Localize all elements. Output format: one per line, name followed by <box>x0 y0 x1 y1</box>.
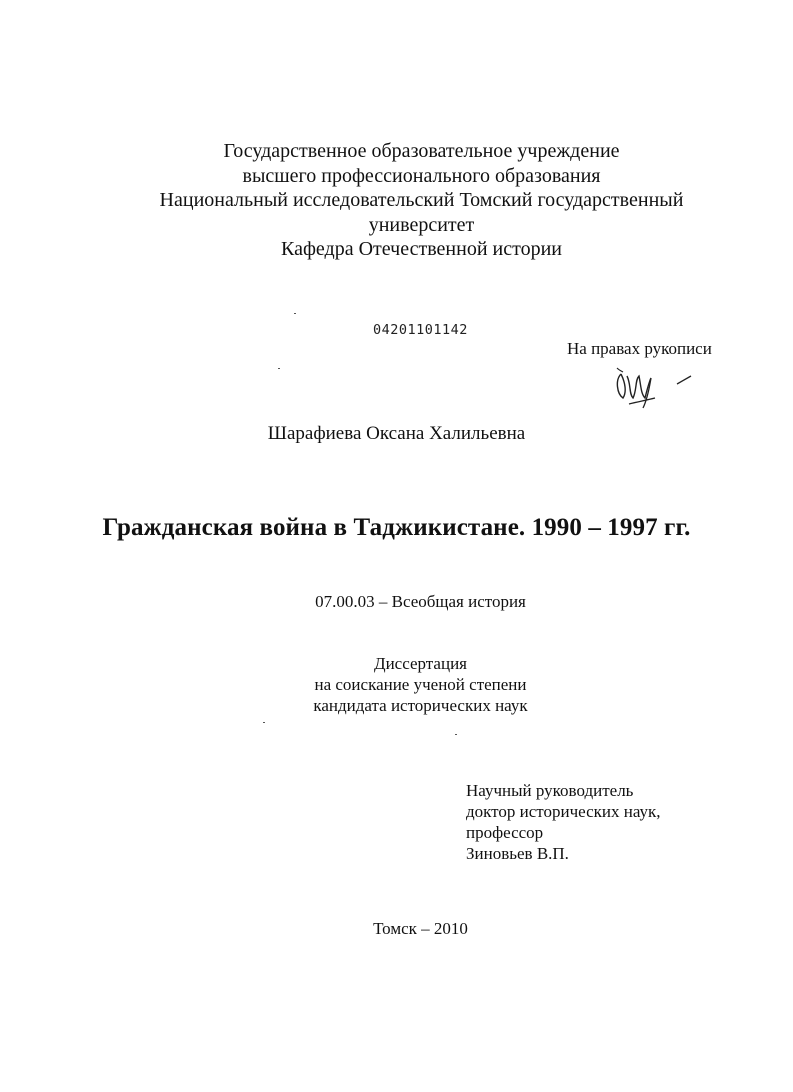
specialty-code: 07.00.03 – Всеобщая история <box>315 592 526 611</box>
scan-speck <box>455 734 457 735</box>
degree-line: Диссертация <box>373 654 467 673</box>
dissertation-title: Гражданская война в Таджикистане. 1990 – 1997 гг. <box>102 514 691 541</box>
department-line: Кафедра Отечественной истории <box>281 238 562 260</box>
supervisor-line: Научный руководитель <box>466 781 634 800</box>
supervisor-line: профессор <box>466 823 544 842</box>
scan-speck <box>263 722 265 723</box>
scan-speck <box>294 313 296 314</box>
handwritten-signature <box>607 364 697 416</box>
institution-line: Национальный исследовательский Томский государственный <box>159 189 684 211</box>
supervisor-name: Зиновьев В.П. <box>466 844 569 863</box>
registration-number: 04201101142 <box>373 322 468 338</box>
city-year: Томск – 2010 <box>373 919 468 938</box>
supervisor-block <box>466 780 661 864</box>
institution-line: Государственное образовательное учреждение <box>223 140 620 162</box>
manuscript-rights-label: На правах рукописи <box>567 339 712 358</box>
degree-line: на соискание ученой степени <box>314 675 527 694</box>
institution-block <box>0 139 793 262</box>
institution-line: университет <box>368 213 475 236</box>
degree-block <box>0 653 793 716</box>
author-name: Шарафиева Оксана Халильевна <box>267 423 526 444</box>
scan-speck <box>278 368 280 369</box>
supervisor-line: доктор исторических наук, <box>466 802 661 821</box>
institution-line: высшего профессионального образования <box>242 164 601 187</box>
degree-line: кандидата исторических наук <box>313 696 528 715</box>
